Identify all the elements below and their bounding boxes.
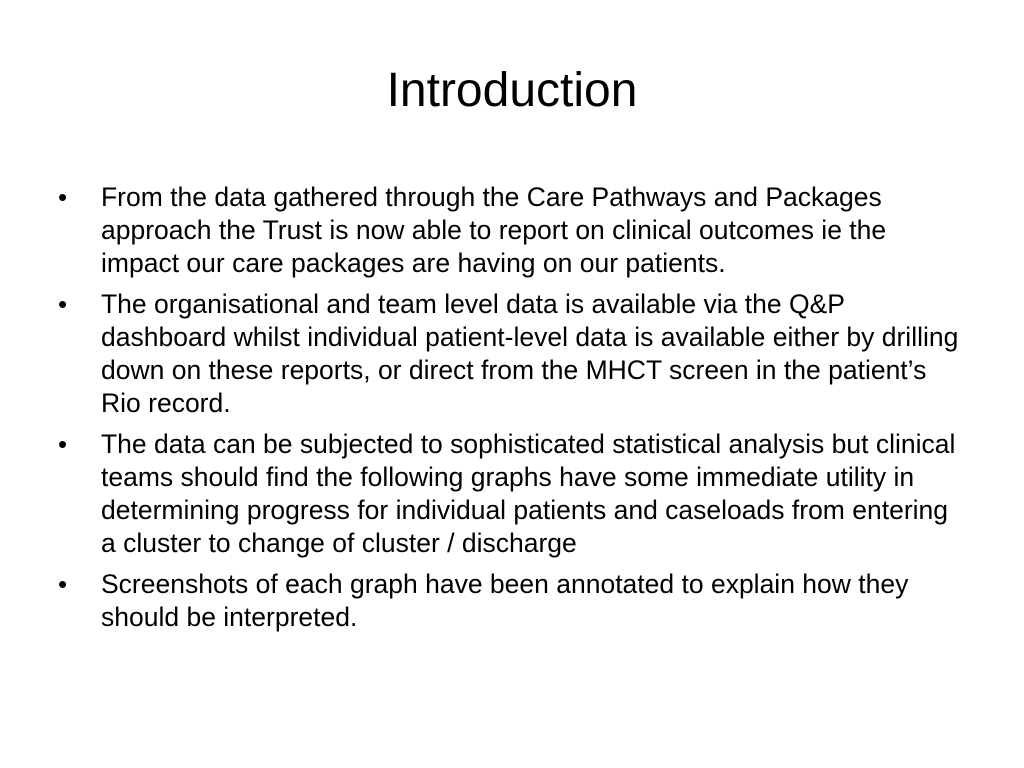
bullet-item [58, 181, 962, 280]
bullet-item [58, 288, 962, 420]
bullet-list [58, 181, 962, 642]
slide-title: Introduction [386, 64, 638, 117]
bullet-icon: • [58, 569, 68, 599]
bullet-text: Screenshots of each graph have been annotated to explain how they should be interpreted. [101, 569, 909, 632]
bullet-text: The data can be subjected to sophisticated statistical analysis but clinical teams should find the following graphs have some immediate utility in determining progress for individual patients and caseloads from entering a cluster to change of cluster / discharge [101, 429, 956, 558]
bullet-item [58, 568, 962, 634]
bullet-text: From the data gathered through the Care Pathways and Packages approach the Trust is now able to report on clinical outcomes ie the impact our care packages are having on our patients. [101, 182, 887, 278]
bullet-icon: • [58, 182, 68, 212]
bullet-item [58, 428, 962, 560]
bullet-text: The organisational and team level data is available via the Q&P dashboard whilst individual patient-level data is available either by drilling down on these reports, or direct from the MHCT screen in the patient’s Rio record. [101, 289, 959, 418]
bullet-icon: • [58, 429, 68, 459]
bullet-icon: • [58, 289, 68, 319]
